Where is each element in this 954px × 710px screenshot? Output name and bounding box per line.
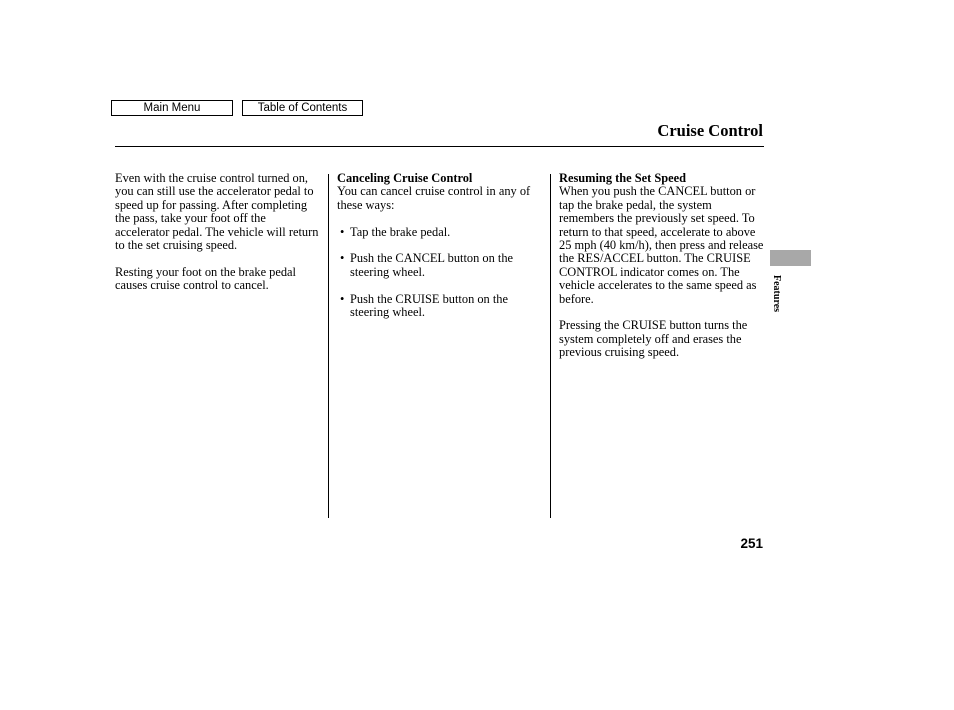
list-item [337, 293, 543, 320]
cancel-methods-list [337, 226, 543, 320]
main-menu-button[interactable]: Main Menu [111, 100, 233, 116]
canceling-intro: You can cancel cruise control in any of these ways: [337, 184, 531, 212]
list-item-text: Push the CRUISE button on the steering wheel. [350, 291, 508, 320]
resuming-paragraph-1: When you push the CANCEL button or tap the brake pedal, the system remembers the previously set speed. To return to that speed, accelerate to above 25 mph (40 km/h), then press and release the RES/ACCEL button. The CRUISE CONTROL indicator comes on. The vehicle accelerates to the same speed as before. [559, 184, 764, 306]
resuming-heading: Resuming the Set Speed [559, 171, 687, 185]
column-divider-1 [328, 174, 329, 518]
section-tab [770, 250, 811, 266]
section-tab-label: Features [771, 275, 782, 313]
list-item [337, 226, 543, 239]
list-item [337, 252, 543, 279]
bullet-icon: • [340, 251, 345, 266]
column-1-paragraph-1: Even with the cruise control turned on, you can still use the accelerator pedal to speed up for passing. After completing the pass, take your foot off the accelerator pedal. The vehicle will return to the set cruising speed. [115, 171, 319, 253]
table-of-contents-button[interactable]: Table of Contents [242, 100, 363, 116]
page-title: Cruise Control [657, 121, 763, 140]
list-item-text: Tap the brake pedal. [350, 224, 451, 239]
column-1-paragraph-2: Resting your foot on the brake pedal causes cruise control to cancel. [115, 264, 296, 293]
canceling-heading: Canceling Cruise Control [337, 171, 473, 185]
column-2 [337, 172, 543, 333]
bullet-icon: • [340, 224, 345, 239]
column-1 [115, 172, 321, 306]
column-3 [559, 172, 765, 373]
bullet-icon: • [340, 291, 345, 306]
resuming-paragraph-2: Pressing the CRUISE button turns the system completely off and erases the previous cruising speed. [559, 318, 748, 360]
header-rule [115, 146, 764, 147]
page-number: 251 [740, 536, 763, 551]
list-item-text: Push the CANCEL button on the steering wheel. [350, 251, 514, 279]
column-divider-2 [550, 174, 551, 518]
